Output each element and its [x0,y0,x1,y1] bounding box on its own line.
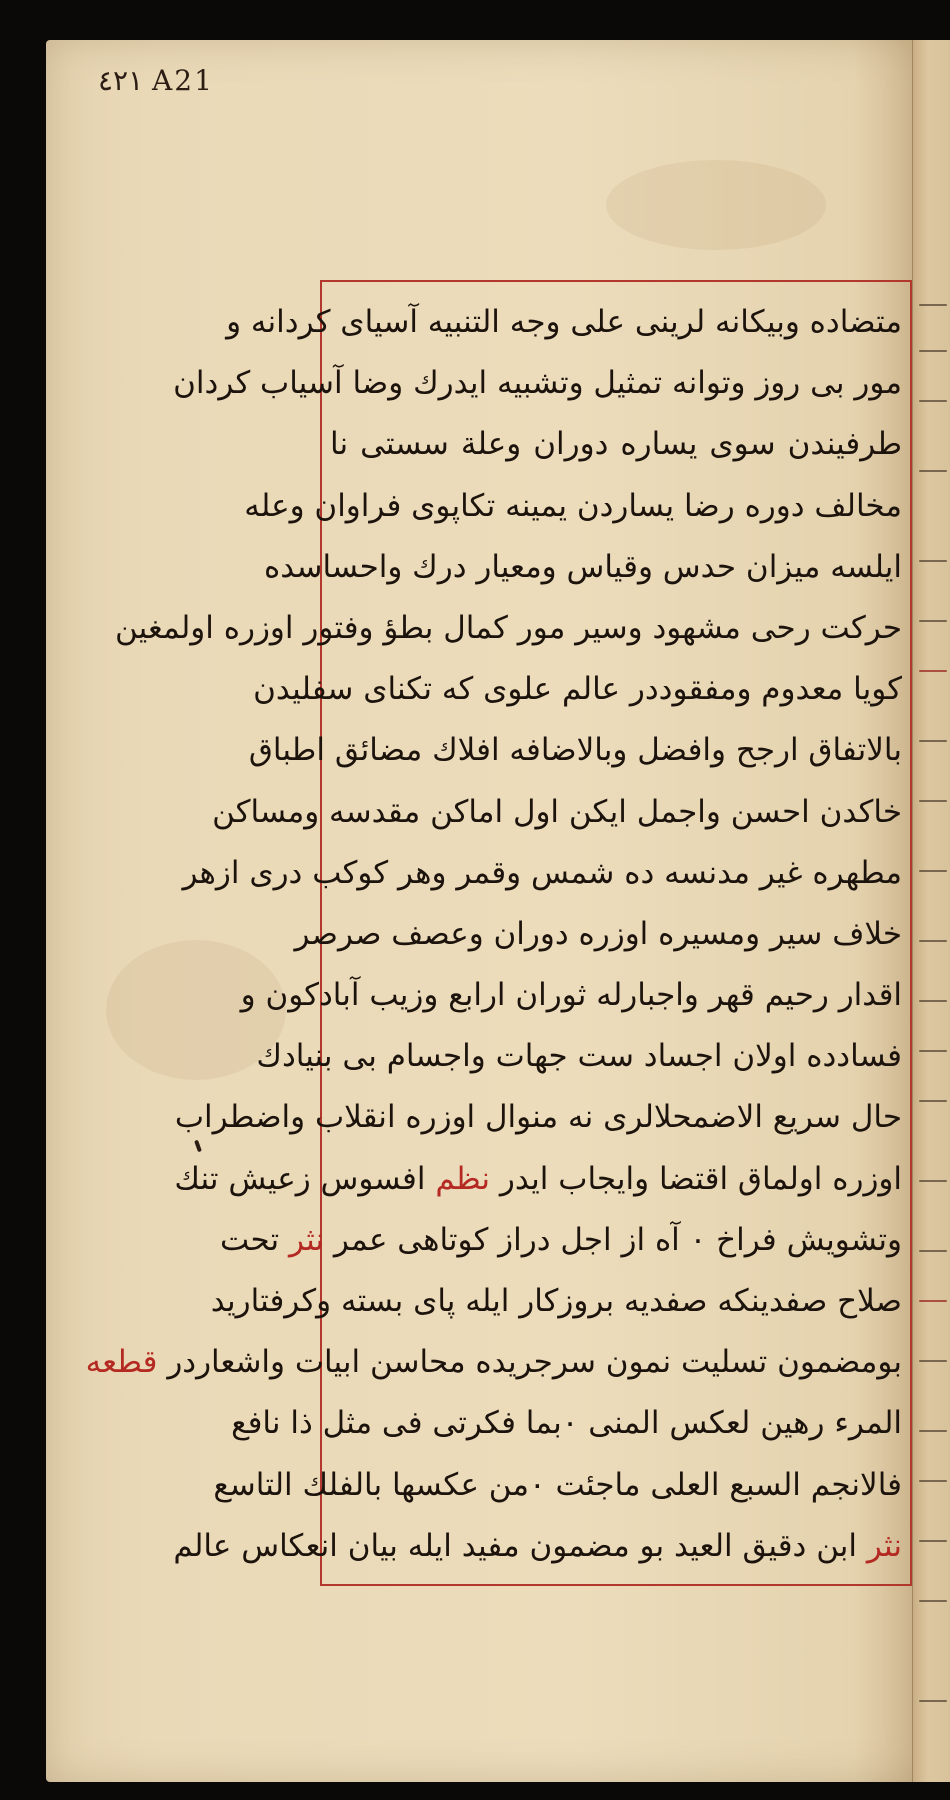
text-line [173,1520,902,1572]
text-line: بالاتفاق ارجح وافضل وبالاضافه افلاك مضائق اطباق [248,732,902,769]
verse-line [231,1397,902,1449]
text-line: مطهره غیر مدنسه ده شمس وقمر وهر کوکب دری ازهر [182,854,902,891]
verse-hemistich-right: فالانجم السبع العلی ماجئت ۰ [529,1466,902,1503]
text-line: کویا معدوم ومفقوددر عالم علوی که تکنای سفلیدن [253,671,902,708]
text-line [85,1336,902,1388]
line-text: وتشویش فراخ ۰ آه از اجل دراز کوتاهی عمر [333,1221,902,1258]
text-line: مخالف دوره رضا یساردن یمینه تکاپوی فراوان وعله [244,487,902,524]
line-text: تحت [220,1221,280,1258]
text-line: فسادده اولان اجساد ست جهات واجسام بی بنیادك [256,1038,902,1075]
text-block [85,296,902,1572]
rubric-marker: نثر [288,1221,325,1258]
text-line: خلاف سیر ومسیره اوزره دوران وعصف صرصر [294,915,902,952]
line-text: ابن دقیق العید بو مضمون مفید ایله بیان انعکاس عالم [173,1527,858,1564]
text-line [174,1153,902,1205]
folio-eastern-arabic: ٤٢١ [98,64,144,97]
text-line: مور بی روز وتوانه تمثیل وتشبیه ایدرك وضا آسیاب کردان [173,365,902,402]
facing-page-edge [912,40,950,1782]
text-line: حرکت رحی مشهود وسیر مور کمال بطؤ وفتور اوزره اولمغین [115,609,902,646]
line-text: بومضمون تسلیت نمون سرجریده محاسن ابیات واشعاردر [167,1344,902,1381]
text-line: ایلسه میزان حدس وقیاس ومعیار درك واحساسده [263,548,902,585]
line-text: اوزره اولماق اقتضا وایجاب ایدر [499,1160,902,1197]
line-text: افسوس زعیش تنك [174,1160,426,1197]
verse-hemistich-right: المرء رهین لعکس المنی ۰ [561,1405,902,1442]
text-line: طرفیندن سوی یساره دوران وعلة سستی نا [330,426,902,463]
folio-western: A21 [152,64,214,97]
text-line: اقدار رحیم قهر واجبارله ثوران ارابع وزیب آبادکون و [240,977,902,1014]
verse-line [213,1459,902,1511]
text-line: خاکدن احسن واجمل ایکن اول اماکن مقدسه ومساکن [212,793,902,830]
verse-hemistich-left: من عکسها بالفلك التاسع [213,1466,530,1503]
verse-hemistich-left: بما فکرتی فی مثل ذا نافع [231,1405,562,1442]
text-line [220,1214,902,1266]
text-line: متضاده وبیکانه لرینی علی وجه التنبیه آسیای کردانه و [226,304,902,340]
rubric-marker: نثر [866,1527,902,1564]
folio-number [98,64,214,97]
text-line: صلاح صفدینکه صفدیه بروزکار ایله پای بسته وکرفتارید [210,1283,902,1319]
rubric-marker: نظم [435,1160,491,1197]
text-line: حال سریع الاضمحلالری نه منوال اوزره انقلاب واضطراب [174,1099,902,1136]
rubric-marker: قطعه [85,1344,158,1381]
